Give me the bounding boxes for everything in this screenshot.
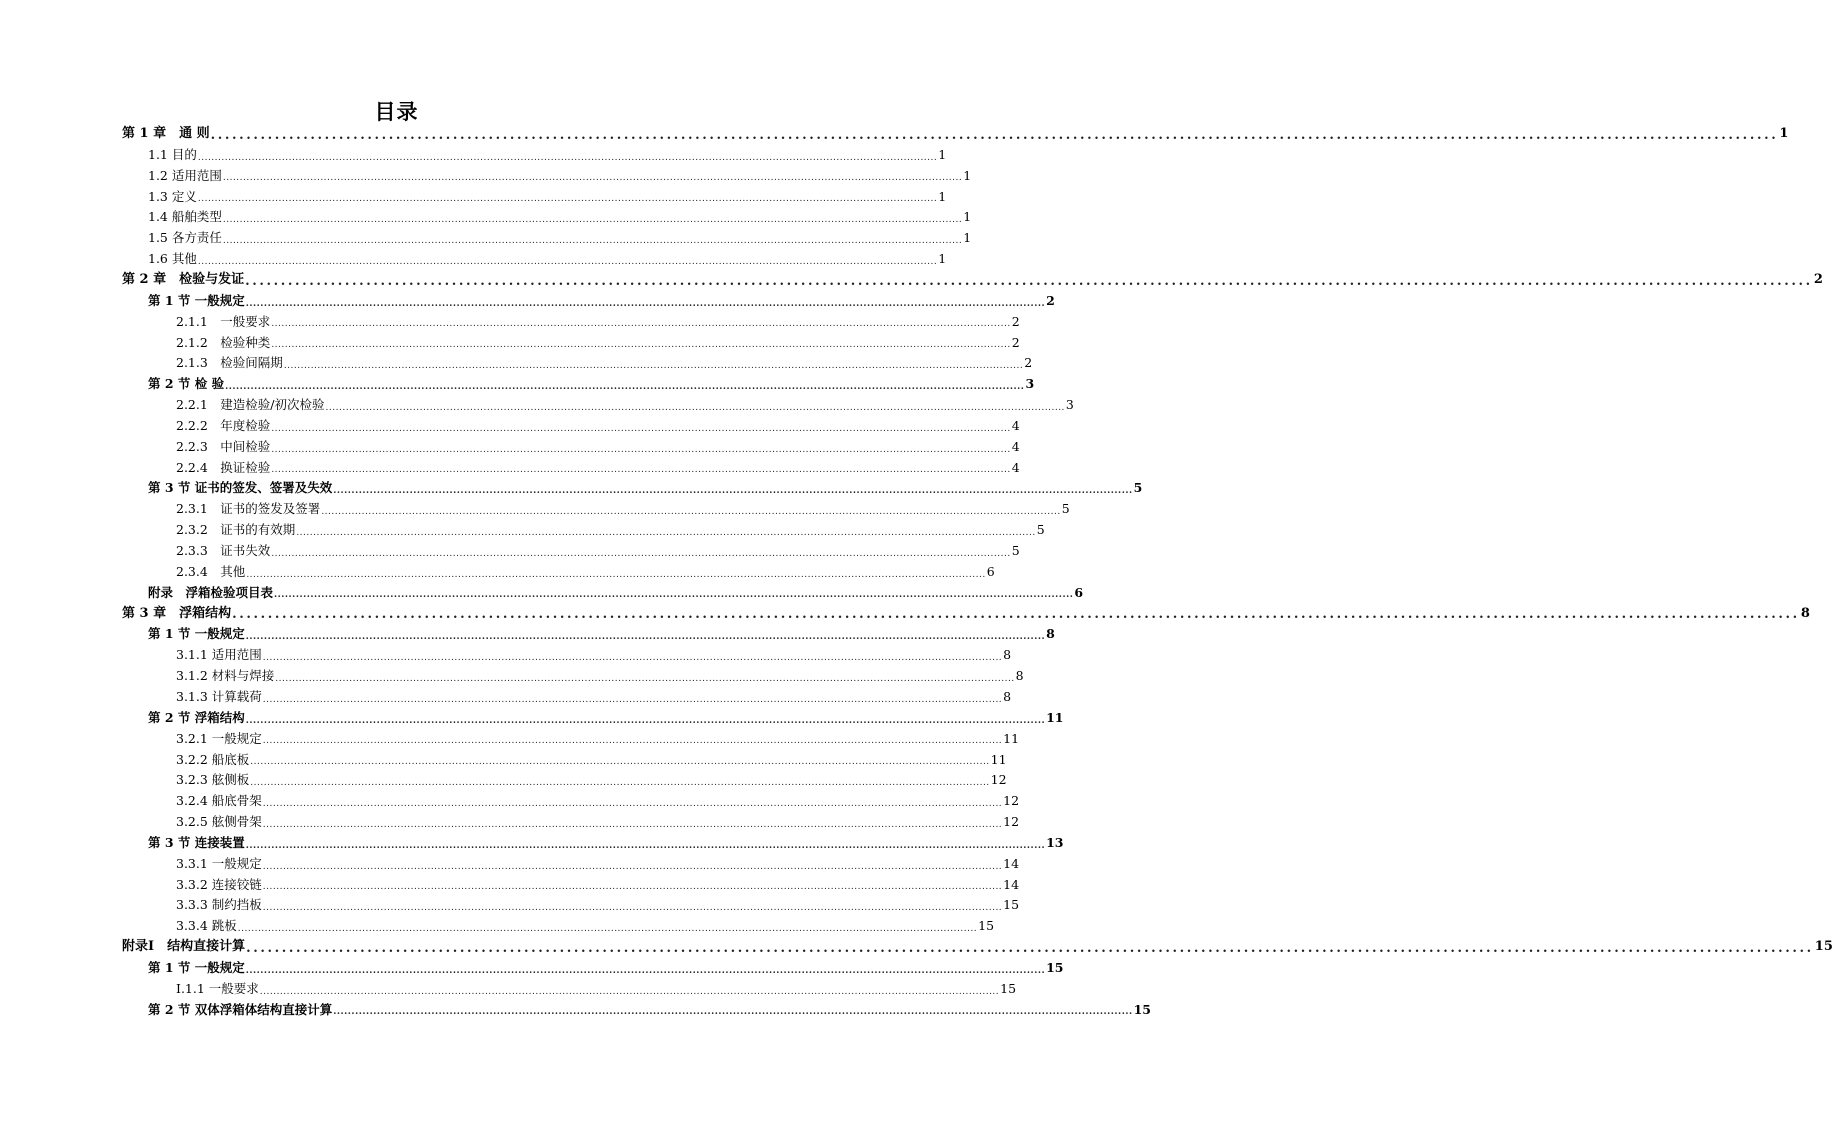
page-title: 目录 xyxy=(374,100,419,124)
toc-leader-dots: ............................................................................................................................................................................................................................ xyxy=(321,507,1061,518)
toc-leader-dots: ............................................................................................................................................................................................................................ xyxy=(262,798,1003,809)
toc-leader-dots: ............................................................................................................................................................................................................................ xyxy=(245,840,1046,851)
toc-leader-dots: ............................................................................................................................................................................................................................ xyxy=(325,402,1065,413)
toc-section-entry[interactable] xyxy=(148,624,1055,645)
toc-entry-label: 3.1.2 材料与焊接 xyxy=(176,668,275,684)
toc-page-number: 14 xyxy=(1003,876,1020,892)
toc-leader-dots: ............................................................................................................................................................................................................................ xyxy=(245,298,1046,309)
toc-page-number: 4 xyxy=(1011,459,1020,475)
toc-entry-label: 1.1 目的 xyxy=(148,146,197,162)
toc-page-number: 11 xyxy=(990,751,1007,767)
toc-leader-dots: ............................................................................................................................................................................................................................ xyxy=(271,548,1011,559)
toc-subsection-entry[interactable] xyxy=(176,458,1020,479)
toc-page-number: 15 xyxy=(1000,980,1017,996)
toc-page-number: 2 xyxy=(1813,271,1823,287)
toc-entry-label: 2.2.3 中间检验 xyxy=(176,438,271,454)
toc-subsection-entry[interactable] xyxy=(176,687,1012,708)
toc-page-number: 1 xyxy=(963,167,972,183)
toc-entry-label: 第 2 章 检验与发证 xyxy=(122,271,245,287)
toc-subsection-entry[interactable] xyxy=(176,499,1070,520)
toc-entry-label: 3.2.5 舷侧骨架 xyxy=(176,814,262,830)
toc-entry-label: 2.3.2 证书的有效期 xyxy=(176,522,296,538)
toc-entry-label: 2.3.4 其他 xyxy=(176,563,246,579)
toc-leader-dots: ............................................................................................................................................................................................................................ xyxy=(250,778,990,789)
toc-leader-dots: ............................................................................................................................................................................................................................ xyxy=(271,319,1011,330)
toc-entry-label: 第 1 节 一般规定 xyxy=(148,292,245,308)
toc-entry-label: 1.6 其他 xyxy=(148,251,197,267)
toc-leader-dots: ............................................................................................................................................................................................................................ xyxy=(271,340,1011,351)
toc-entry-label: 2.2.2 年度检验 xyxy=(176,417,271,433)
toc-page-number: 1 xyxy=(1779,126,1789,141)
toc-page-number: 3 xyxy=(1025,376,1035,392)
toc-leader-dots: ............................................................................................................................................................................................................................ xyxy=(222,215,963,226)
toc-section-entry[interactable] xyxy=(148,958,1064,979)
toc-subsection-entry[interactable] xyxy=(176,770,1007,791)
toc-page-number: 15 xyxy=(1814,939,1833,955)
toc-page-number: 8 xyxy=(1003,688,1012,704)
toc-page-number: 4 xyxy=(1011,417,1020,433)
toc-leader-dots: ............................................................................................................................................................................................................................ xyxy=(262,903,1003,914)
toc-subsection-entry[interactable] xyxy=(148,249,947,270)
toc-entry-label: 3.3.3 制约挡板 xyxy=(176,897,262,913)
toc-subsection-entry[interactable] xyxy=(176,875,1020,896)
toc-page-number: 8 xyxy=(1046,626,1055,642)
toc-section-entry[interactable] xyxy=(148,291,1055,312)
toc-leader-dots: ............................................................................................................................................................................................................................ xyxy=(333,486,1133,497)
toc-entry-label: 2.2.1 建造检验/初次检验 xyxy=(176,397,325,413)
toc-page-number: 1 xyxy=(963,230,972,246)
toc-subsection-entry[interactable] xyxy=(176,353,1033,374)
toc-leader-dots: ............................................................................................................................................................................................................................ xyxy=(225,381,1025,392)
toc-leader-dots: ............................................................................................................................................................................................................................ xyxy=(246,940,1814,956)
toc-entry-label: 2.3.3 证书失效 xyxy=(176,543,271,558)
toc-subsection-entry[interactable] xyxy=(176,395,1074,416)
toc-entry-label: 附录 浮箱检验项目表 xyxy=(148,584,274,600)
toc-leader-dots: ............................................................................................................................................................................................................................ xyxy=(262,861,1003,872)
toc-page-number: 5 xyxy=(1011,543,1020,558)
toc-leader-dots: ............................................................................................................................................................................................................................ xyxy=(250,757,990,768)
toc-entry-label: 3.1.3 计算载荷 xyxy=(176,688,262,704)
toc-entry-label: 第 2 节 浮箱结构 xyxy=(148,709,245,725)
toc-page-number: 15 xyxy=(1003,897,1020,913)
toc-page-number: 1 xyxy=(938,188,947,204)
toc-entry-label: 3.2.4 船底骨架 xyxy=(176,793,262,809)
toc-entry-label: 3.1.1 适用范围 xyxy=(176,647,262,663)
toc-page-number: 6 xyxy=(986,563,995,579)
toc-page-number: 14 xyxy=(1003,855,1020,871)
toc-chapter-entry[interactable] xyxy=(122,124,1789,145)
toc-page-number: 13 xyxy=(1046,834,1064,850)
toc-entry-label: 1.3 定义 xyxy=(148,188,197,204)
toc-entry-label: 1.5 各方责任 xyxy=(148,230,222,246)
toc-page-number: 8 xyxy=(1015,668,1024,684)
toc-subsection-entry[interactable] xyxy=(176,541,1020,562)
toc-page-number: 6 xyxy=(1074,584,1084,600)
toc-leader-dots: ............................................................................................................................................................................................................................ xyxy=(222,173,963,184)
toc-leader-dots: ............................................................................................................................................................................................................................ xyxy=(245,715,1046,726)
toc-page-number: 15 xyxy=(1046,960,1064,975)
toc-page-number: 15 xyxy=(978,918,995,934)
toc-subsection-entry[interactable] xyxy=(176,312,1020,333)
toc-page-number: 2 xyxy=(1011,313,1020,329)
toc-entry-label: 第 1 章 通 则 xyxy=(122,126,210,141)
toc-leader-dots: ............................................................................................................................................................................................................................ xyxy=(262,736,1003,747)
toc-entry-label: 附录Ⅰ 结构直接计算 xyxy=(122,939,246,955)
toc-page-number: 2 xyxy=(1024,355,1033,371)
toc-section-entry[interactable] xyxy=(148,708,1064,729)
toc-leader-dots: ............................................................................................................................................................................................................................ xyxy=(262,653,1003,664)
toc-subsection-entry[interactable] xyxy=(176,916,995,937)
toc-chapter-entry[interactable] xyxy=(122,604,1810,625)
toc-chapter-entry[interactable] xyxy=(122,270,1823,291)
toc-section-entry[interactable] xyxy=(148,1000,1151,1021)
toc-subsection-entry[interactable] xyxy=(148,187,947,208)
toc-section-entry[interactable] xyxy=(148,833,1064,854)
toc-leader-dots: ............................................................................................................................................................................................................................ xyxy=(245,273,1813,289)
toc-subsection-entry[interactable] xyxy=(176,645,1012,666)
toc-page-number: 8 xyxy=(1800,605,1810,621)
toc-page-number: 4 xyxy=(1011,438,1020,454)
toc-section-entry[interactable] xyxy=(148,374,1035,395)
toc-leader-dots: ............................................................................................................................................................................................................................ xyxy=(296,527,1036,538)
toc-subsection-entry[interactable] xyxy=(148,145,947,166)
toc-subsection-entry[interactable] xyxy=(176,666,1024,687)
toc-entry-label: 第 1 节 一般规定 xyxy=(148,626,245,642)
toc-subsection-entry[interactable] xyxy=(176,416,1020,437)
toc-entry-label: 第 3 章 浮箱结构 xyxy=(122,605,232,621)
toc-leader-dots: ............................................................................................................................................................................................................................ xyxy=(262,694,1003,705)
toc-leader-dots: ............................................................................................................................................................................................................................ xyxy=(197,152,938,163)
toc-leader-dots: ............................................................................................................................................................................................................................ xyxy=(245,965,1046,976)
toc-leader-dots: ............................................................................................................................................................................................................................ xyxy=(197,194,938,205)
toc-entry-label: 第 1 节 一般规定 xyxy=(148,960,245,975)
toc-subsection-entry[interactable] xyxy=(148,166,972,187)
toc-leader-dots: ............................................................................................................................................................................................................................ xyxy=(274,590,1074,601)
toc-page-number: 5 xyxy=(1133,480,1143,496)
toc-page-number: 5 xyxy=(1036,522,1045,538)
toc-entry-label: 2.1.2 检验种类 xyxy=(176,334,271,350)
toc-page-number: 2 xyxy=(1046,292,1055,308)
toc-entry-label: 3.3.2 连接铰链 xyxy=(176,876,262,892)
toc-chapter-entry[interactable] xyxy=(122,937,1833,958)
toc-subsection-entry[interactable] xyxy=(176,812,1020,833)
toc-entry-label: Ⅰ.1.1 一般要求 xyxy=(176,980,259,996)
toc-leader-dots: ............................................................................................................................................................................................................................ xyxy=(271,444,1011,455)
toc-page-number: 3 xyxy=(1065,397,1074,413)
toc-entry-label: 第 2 节 检 验 xyxy=(148,376,225,392)
toc-leader-dots: ............................................................................................................................................................................................................................ xyxy=(245,632,1046,643)
toc-entry-label: 3.3.1 一般规定 xyxy=(176,855,262,871)
toc-section-entry[interactable] xyxy=(148,478,1143,499)
toc-entry-label: 2.1.3 检验间隔期 xyxy=(176,355,283,371)
toc-leader-dots: ............................................................................................................................................................................................................................ xyxy=(232,607,1800,623)
toc-entry-label: 第 3 节 连接装置 xyxy=(148,834,245,850)
toc-subsection-entry[interactable] xyxy=(148,228,972,249)
toc-leader-dots: ............................................................................................................................................................................................................................ xyxy=(197,256,938,267)
toc-section-entry[interactable] xyxy=(148,583,1084,604)
toc-subsection-entry[interactable] xyxy=(176,750,1007,771)
toc-leader-dots: ............................................................................................................................................................................................................................ xyxy=(271,465,1011,476)
toc-leader-dots: ............................................................................................................................................................................................................................ xyxy=(275,673,1015,684)
toc-subsection-entry[interactable] xyxy=(176,895,1020,916)
toc-page-number: 1 xyxy=(963,209,972,225)
toc-page-number: 12 xyxy=(1003,814,1020,830)
toc-leader-dots: ............................................................................................................................................................................................................................ xyxy=(333,1007,1133,1018)
toc-entry-label: 2.1.1 一般要求 xyxy=(176,313,271,329)
toc-subsection-entry[interactable] xyxy=(176,520,1045,541)
toc-page-number: 5 xyxy=(1061,501,1070,517)
toc-page-number: 15 xyxy=(1133,1001,1151,1017)
toc-leader-dots: ............................................................................................................................................................................................................................ xyxy=(237,924,978,935)
toc-entry-label: 第 2 节 双体浮箱体结构直接计算 xyxy=(148,1001,333,1017)
toc-page-number: 8 xyxy=(1003,647,1012,663)
toc-page-number: 1 xyxy=(938,251,947,267)
toc-subsection-entry[interactable] xyxy=(176,979,1017,1000)
toc-leader-dots: ............................................................................................................................................................................................................................ xyxy=(210,127,1779,143)
toc-entry-label: 1.4 船舶类型 xyxy=(148,209,222,225)
toc-entry-label: 2.3.1 证书的签发及签署 xyxy=(176,501,321,517)
toc-leader-dots: ............................................................................................................................................................................................................................ xyxy=(262,819,1003,830)
toc-entry-label: 3.2.3 舷侧板 xyxy=(176,772,250,788)
toc-leader-dots: ............................................................................................................................................................................................................................ xyxy=(262,882,1003,893)
toc-leader-dots: ............................................................................................................................................................................................................................ xyxy=(222,236,963,247)
toc-leader-dots: ............................................................................................................................................................................................................................ xyxy=(246,569,986,580)
toc-leader-dots: ............................................................................................................................................................................................................................ xyxy=(259,986,1000,997)
toc-entry-label: 2.2.4 换证检验 xyxy=(176,459,271,475)
toc-page-number: 1 xyxy=(938,146,947,162)
toc-page-number: 11 xyxy=(1003,730,1020,746)
toc-subsection-entry[interactable] xyxy=(176,437,1020,458)
toc-subsection-entry[interactable] xyxy=(176,562,995,583)
toc-page-number: 2 xyxy=(1011,334,1020,350)
toc-subsection-entry[interactable] xyxy=(176,854,1020,875)
toc-subsection-entry[interactable] xyxy=(176,791,1020,812)
toc-subsection-entry[interactable] xyxy=(176,729,1020,750)
toc-leader-dots: ............................................................................................................................................................................................................................ xyxy=(283,361,1024,372)
toc-subsection-entry[interactable] xyxy=(148,207,972,228)
toc-entry-label: 1.2 适用范围 xyxy=(148,167,222,183)
toc-entry-label: 3.2.1 一般规定 xyxy=(176,730,262,746)
toc-page-number: 12 xyxy=(1003,793,1020,809)
toc-page-number: 12 xyxy=(990,772,1007,788)
toc-entry-label: 3.2.2 船底板 xyxy=(176,751,250,767)
toc-leader-dots: ............................................................................................................................................................................................................................ xyxy=(271,423,1011,434)
toc-page-number: 11 xyxy=(1046,709,1064,725)
toc-entry-label: 第 3 节 证书的签发、签署及失效 xyxy=(148,480,333,496)
toc-entry-label: 3.3.4 跳板 xyxy=(176,918,237,934)
toc-subsection-entry[interactable] xyxy=(176,333,1020,354)
